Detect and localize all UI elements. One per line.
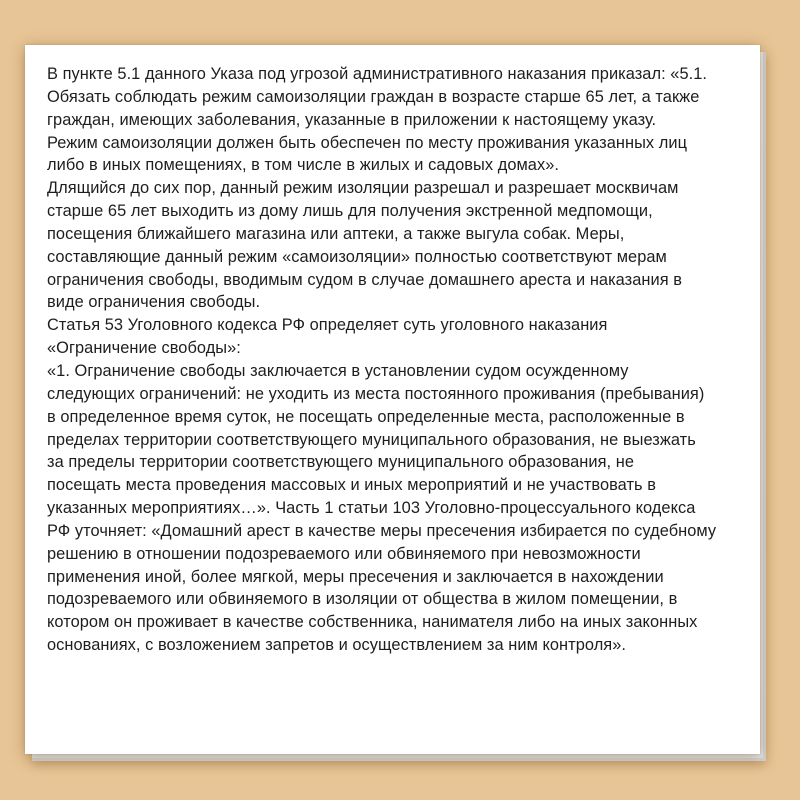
text-line: котором он проживает в качестве собственника, нанимателя либо на иных законных bbox=[47, 613, 698, 632]
text-line: применения иной, более мягкой, меры пресечения и заключается в нахождении bbox=[47, 567, 664, 586]
text-line: граждан, имеющих заболевания, указанные в приложении к настоящему указу. bbox=[47, 110, 657, 129]
document-page bbox=[25, 45, 760, 754]
text-line: за пределы территории соответствующего муниципального образования, не bbox=[47, 453, 635, 472]
text-line: решению в отношении подозреваемого или обвиняемого при невозможности bbox=[47, 544, 641, 563]
text-line: ограничения свободы, вводимым судом в случае домашнего ареста и наказания в bbox=[47, 270, 682, 289]
text-line: следующих ограничений: не уходить из места постоянного проживания (пребывания) bbox=[47, 384, 705, 403]
text-line: в определенное время суток, не посещать определенные места, расположенные в bbox=[47, 407, 685, 426]
text-line: РФ уточняет: «Домашний арест в качестве меры пресечения избирается по судебному bbox=[47, 521, 717, 540]
text-line: посещать места проведения массовых и иных мероприятий и не участвовать в bbox=[47, 476, 656, 495]
text-line: либо в иных помещениях, в том числе в жилых и садовых домах». bbox=[47, 156, 559, 175]
text-line: В пункте 5.1 данного Указа под угрозой административного наказания приказал: «5.1. bbox=[47, 65, 708, 83]
text-line: посещения ближайшего магазина или аптеки, а также выгула собак. Меры, bbox=[47, 224, 625, 243]
text-line: виде ограничения свободы. bbox=[47, 293, 261, 312]
text-line: указанных мероприятиях…». Часть 1 статьи 103 Уголовно-процессуального кодекса bbox=[47, 499, 696, 518]
text-line: Статья 53 Уголовного кодекса РФ определяет суть уголовного наказания bbox=[47, 316, 608, 335]
text-line: подозреваемого или обвиняемого в изоляции от общества в жилом помещении, в bbox=[47, 590, 678, 609]
text-line: Длящийся до сих пор, данный режим изоляции разрешал и разрешает москвичам bbox=[47, 179, 679, 198]
text-line: основаниях, с возложением запретов и осуществлением за ним контроля». bbox=[47, 636, 627, 655]
text-line: составляющие данный режим «самоизоляции» полностью соответствуют мерам bbox=[47, 247, 667, 266]
text-line: Обязать соблюдать режим самоизоляции граждан в возрасте старше 65 лет, а также bbox=[47, 87, 700, 106]
document-text-block bbox=[47, 63, 747, 657]
text-line: Режим самоизоляции должен быть обеспечен по месту проживания указанных лиц bbox=[47, 133, 688, 152]
text-line: «1. Ограничение свободы заключается в установлении судом осужденному bbox=[47, 361, 629, 380]
text-line: «Ограничение свободы»: bbox=[47, 339, 241, 358]
text-line: старше 65 лет выходить из дому лишь для получения экстренной медпомощи, bbox=[47, 202, 653, 221]
text-line: пределах территории соответствующего муниципального образования, не выезжать bbox=[47, 430, 696, 449]
